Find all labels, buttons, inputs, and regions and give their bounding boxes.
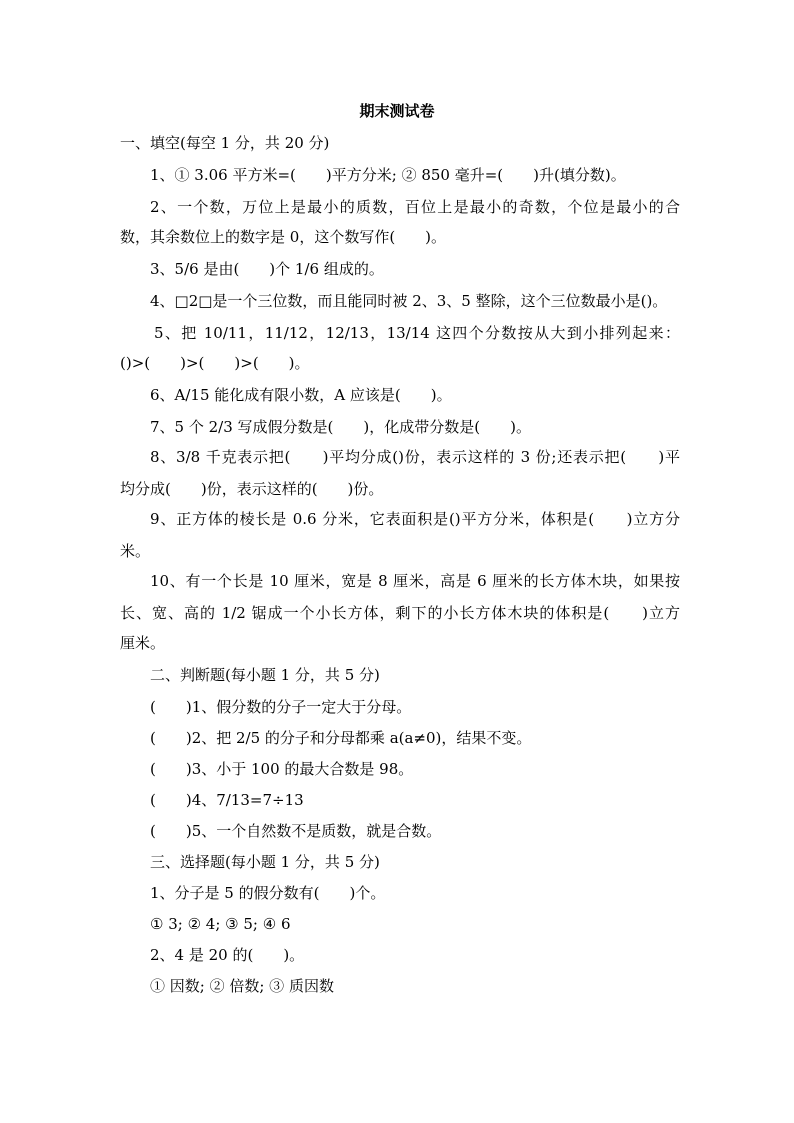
judge-question-4: ( )4、7/13=7÷13 <box>150 791 304 809</box>
judge-question-1: ( )1、假分数的分子一定大于分母。 <box>150 698 412 716</box>
fill-question-7: 7、5 个 2/3 写成假分数是( )，化成带分数是( )。 <box>150 418 531 436</box>
choice-question-2: 2、4 是 20 的( )。 <box>150 946 305 964</box>
fill-question-2-line-2: 数，其余数位上的数字是 0，这个数写作( )。 <box>120 228 447 246</box>
fill-question-1: 1、① 3.06 平方米=( )平方分米; ② 850 毫升=( )升(填分数)。 <box>150 166 626 184</box>
judge-question-2: ( )2、把 2/5 的分子和分母都乘 a(a≠0)，结果不变。 <box>150 729 532 747</box>
fill-question-8-line-1: 8、3/8 千克表示把( )平均分成()份，表示这样的 3 份;还表示把( )平 <box>150 448 680 466</box>
fill-question-3: 3、5/6 是由( )个 1/6 组成的。 <box>150 260 384 278</box>
section-header-judge: 二、判断题(每小题 1 分，共 5 分) <box>150 666 380 684</box>
fill-question-10-line-2: 长、宽、高的 1/2 锯成一个小长方体，剩下的小长方体木块的体积是( )立方 <box>120 604 680 622</box>
fill-question-8-line-2: 均分成( )份，表示这样的( )份。 <box>120 480 384 498</box>
fill-question-4: 4、□2□是一个三位数，而且能同时被 2、3、5 整除，这个三位数最小是()。 <box>150 292 668 310</box>
fill-question-10-line-1: 10、有一个长是 10 厘米，宽是 8 厘米，高是 6 厘米的长方体木块，如果按 <box>150 572 680 590</box>
section-header-choice: 三、选择题(每小题 1 分，共 5 分) <box>150 853 380 871</box>
fill-question-6: 6、A/15 能化成有限小数，A 应该是( )。 <box>150 386 452 404</box>
page-title: 期末测试卷 <box>359 102 435 120</box>
choice-question-2-options: ① 因数; ② 倍数; ③ 质因数 <box>150 977 334 995</box>
fill-question-5-line-1: 5、把 10/11，11/12，12/13，13/14 这四个分数按从大到小排列起来： <box>154 324 680 342</box>
fill-question-2-line-1: 2、一个数，万位上是最小的质数，百位上是最小的奇数，个位是最小的合 <box>150 198 680 216</box>
choice-question-1: 1、分子是 5 的假分数有( )个。 <box>150 884 386 902</box>
judge-question-5: ( )5、一个自然数不是质数，就是合数。 <box>150 822 442 840</box>
fill-question-9-line-2: 米。 <box>120 542 151 560</box>
section-header-fill: 一、填空(每空 1 分，共 20 分) <box>120 134 330 152</box>
fill-question-9-line-1: 9、正方体的棱长是 0.6 分米，它表面积是()平方分米，体积是( )立方分 <box>150 510 680 528</box>
judge-question-3: ( )3、小于 100 的最大合数是 98。 <box>150 760 414 778</box>
fill-question-10-line-3: 厘米。 <box>120 634 166 652</box>
choice-question-1-options: ① 3; ② 4; ③ 5; ④ 6 <box>150 915 291 933</box>
fill-question-5-line-2: ()>( )>( )>( )。 <box>120 354 310 372</box>
